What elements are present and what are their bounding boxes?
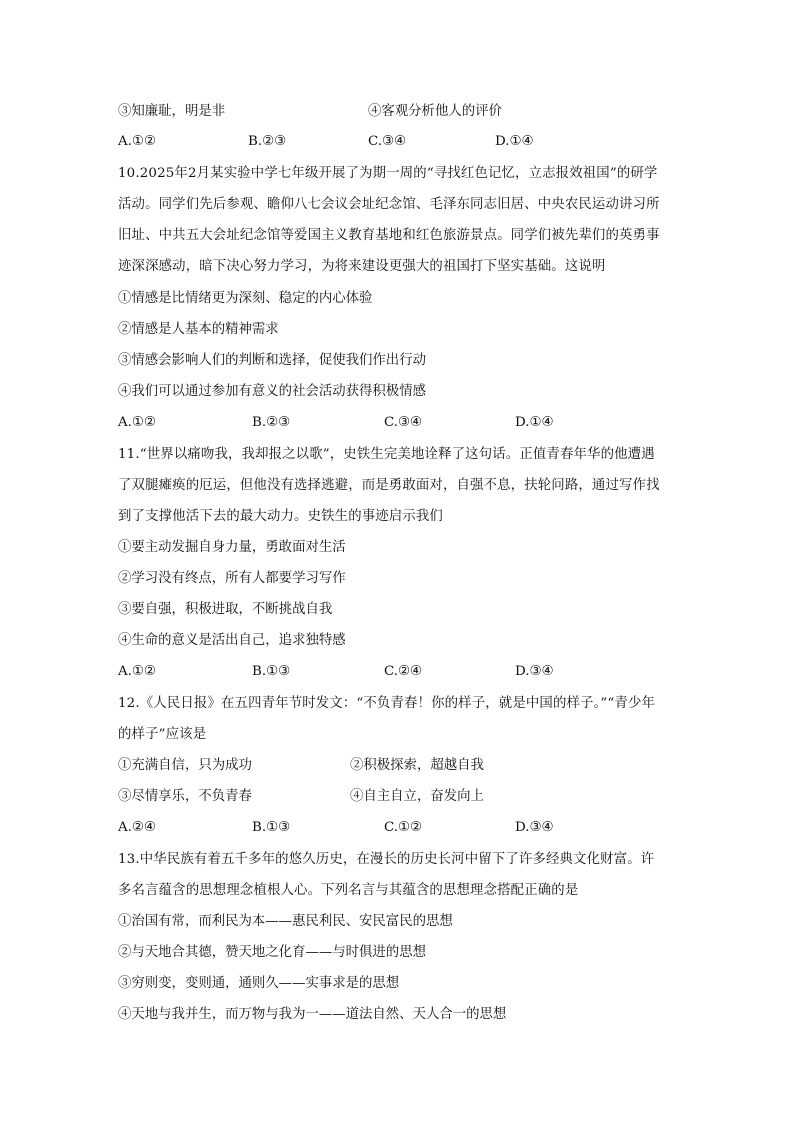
q11-choice-d: D.③④ <box>515 664 554 679</box>
q12-options-row-2 <box>118 787 678 807</box>
q9-choice-d: D.①④ <box>495 134 534 149</box>
q10-option-2: ②情感是人基本的精神需求 <box>118 322 279 337</box>
q9-choices <box>118 132 678 152</box>
q10-choices <box>118 413 678 433</box>
q12-option-2: ②积极探索，超越自我 <box>350 758 484 773</box>
q12-choices <box>118 818 678 838</box>
q11-stem-line-1: 11.“世界以痛吻我，我却报之以歌”，史铁生完美地诠释了这句话。正值青春年华的他遭遇 <box>118 447 655 462</box>
q10-choice-c: C.③④ <box>384 415 423 430</box>
q11-choice-c: C.②④ <box>384 664 423 679</box>
q12-stem-line-2: 的样子”应该是 <box>118 727 207 742</box>
q9-choice-c: C.③④ <box>368 134 407 149</box>
q9-choice-b: B.②③ <box>248 134 287 149</box>
q10-stem-line-1: 10.2025年2月某实验中学七年级开展了为期一周的“寻找红色记忆，立志报效祖国”的研学 <box>118 166 658 181</box>
q10-stem-line-4: 迹深深感动，暗下决心努力学习，为将来建设更强大的祖国打下坚实基础。这说明 <box>118 259 606 274</box>
q11-option-4: ④生命的意义是活出自己，追求独特感 <box>118 633 346 648</box>
q9-choice-a: A.①② <box>118 134 156 149</box>
q13-option-2: ②与天地合其德，赞天地之化育——与时俱进的思想 <box>118 945 426 960</box>
q11-choice-b: B.①③ <box>252 664 291 679</box>
q11-choices <box>118 662 678 682</box>
q9-option-4: ④客观分析他人的评价 <box>368 104 502 119</box>
q9-options-row <box>118 102 678 122</box>
q11-option-1: ①要主动发掘自身力量，勇敢面对生活 <box>118 540 346 555</box>
q13-stem-line-1: 13.中华民族有着五千多年的悠久历史，在漫长的历史长河中留下了许多经典文化财富。许 <box>118 852 655 867</box>
q10-stem-line-3: 旧址、中共五大会址纪念馆等爱国主义教育基地和红色旅游景点。同学们被先辈们的英勇事 <box>118 228 660 243</box>
q13-option-3: ③穷则变，变则通，通则久——实事求是的思想 <box>118 976 400 991</box>
q12-option-4: ④自主自立，奋发向上 <box>350 789 484 804</box>
q11-stem-line-3: 到了支撑他活下去的最大动力。史铁生的事迹启示我们 <box>118 509 443 524</box>
q10-option-1: ①情感是比情绪更为深刻、稳定的内心体验 <box>118 291 373 306</box>
q13-stem-line-2: 多名言蕴含的思想理念植根人心。下列名言与其蕴含的思想理念搭配正确的是 <box>118 883 579 898</box>
q12-choice-d: D.③④ <box>515 820 554 835</box>
q9-option-3: ③知廉耻，明是非 <box>118 104 226 119</box>
q12-choice-b: B.①③ <box>252 820 291 835</box>
q10-option-4: ④我们可以通过参加有意义的社会活动获得积极情感 <box>118 384 426 399</box>
q10-choice-d: D.①④ <box>515 415 554 430</box>
q11-option-2: ②学习没有终点，所有人都要学习写作 <box>118 571 346 586</box>
q11-option-3: ③要自强，积极进取，不断挑战自我 <box>118 602 333 617</box>
q10-stem-line-2: 活动。同学们先后参观、瞻仰八七会议会址纪念馆、毛泽东同志旧居、中央农民运动讲习所 <box>118 197 660 212</box>
q12-option-3: ③尽情享乐，不负青春 <box>118 789 252 804</box>
q12-choice-a: A.②④ <box>118 820 156 835</box>
q13-option-4: ④天地与我并生，而万物与我为一——道法自然、天人合一的思想 <box>118 1007 507 1022</box>
q12-options-row-1 <box>118 756 678 776</box>
q10-choice-b: B.②③ <box>252 415 291 430</box>
q12-option-1: ①充满自信，只为成功 <box>118 758 252 773</box>
q10-choice-a: A.①② <box>118 415 156 430</box>
q12-choice-c: C.①② <box>384 820 423 835</box>
q10-option-3: ③情感会影响人们的判断和选择，促使我们作出行动 <box>118 353 426 368</box>
q11-stem-line-2: 了双腿瘫痪的厄运，但他没有选择逃避，而是勇敢面对，自强不息，扶轮问路，通过写作找 <box>118 478 660 493</box>
q11-choice-a: A.①② <box>118 664 156 679</box>
q13-option-1: ①治国有常，而利民为本——惠民利民、安民富民的思想 <box>118 914 453 929</box>
q12-stem-line-1: 12.《人民日报》在五四青年节时发文：“不负青春！你的样子，就是中国的样子。”“青少年 <box>118 696 656 711</box>
